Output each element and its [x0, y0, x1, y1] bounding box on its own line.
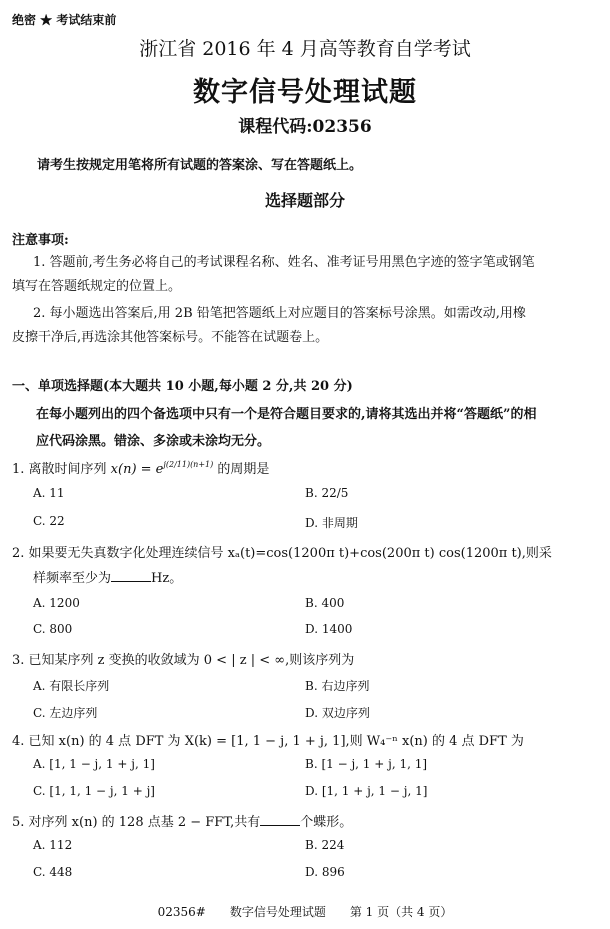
answer-instruction: 请考生按规定用笔将所有试题的答案涂、写在答题纸上。 [37, 158, 363, 173]
question-3-option-b: B. 右边序列 [305, 679, 370, 693]
question-4-option-a: A. [1, 1 − j, 1 + j, 1] [33, 757, 155, 771]
question-1-option-c: C. 22 [33, 514, 65, 528]
page-title: 数字信号处理试题 [193, 77, 417, 108]
question-1-stem-post: 的周期是 [213, 462, 270, 477]
question-3-option-c: C. 左边序列 [33, 706, 98, 720]
part1-heading: 一、单项选择题(本大题共 10 小题,每小题 2 分,共 20 分) [12, 379, 353, 394]
question-1-formula: x(n) = e [110, 462, 164, 477]
question-5-option-a: A. 112 [33, 838, 73, 852]
question-1-option-d: D. 非周期 [305, 516, 358, 530]
question-2-stem-line-1: 2. 如果要无失真数字化处理连续信号 xₐ(t)=cos(1200π t)+cos(200π t) cos(1200π t),则采 [12, 546, 552, 561]
question-2-option-c: C. 800 [33, 622, 73, 636]
question-4-stem: 4. 已知 x(n) 的 4 点 DFT 为 X(k) = [1, 1 − j, 1 + j, 1],则 W₄⁻ⁿ x(n) 的 4 点 DFT 为 [12, 734, 524, 749]
note-2-line-2: 皮擦干净后,再选涂其他答案标号。不能答在试题卷上。 [12, 330, 329, 345]
question-5-blank [260, 813, 300, 826]
question-5-stem [12, 811, 352, 830]
note-2-line-1: 2. 每小题选出答案后,用 2B 铅笔把答题纸上对应题目的答案标号涂黑。如需改动,用橡 [33, 306, 526, 321]
page-footer: 02356# 数字信号处理试题 第 1 页（共 4 页） [157, 905, 453, 919]
question-5-option-d: D. 896 [305, 865, 345, 879]
question-1-option-b: B. 22/5 [305, 486, 349, 500]
question-3-option-d: D. 双边序列 [305, 706, 370, 720]
question-4-option-d: D. [1, 1 + j, 1 − j, 1] [305, 784, 428, 798]
question-1-stem [12, 458, 269, 477]
part1-desc-line-1: 在每小题列出的四个备选项中只有一个是符合题目要求的,请将其选出并将“答题纸”的相 [36, 407, 537, 422]
question-2-blank [111, 569, 151, 582]
question-1-exponent: j(2/11)(n+1) [163, 460, 214, 469]
question-5-stem-post: 个蝶形。 [300, 815, 353, 830]
question-2-option-a: A. 1200 [33, 596, 80, 610]
question-4-option-c: C. [1, 1, 1 − j, 1 + j] [33, 784, 155, 798]
note-1-line-2: 填写在答题纸规定的位置上。 [12, 279, 182, 294]
question-5-stem-pre: 5. 对序列 x(n) 的 128 点基 2 − FFT,共有 [12, 815, 261, 830]
question-2-option-b: B. 400 [305, 596, 345, 610]
question-2-stem-post: Hz。 [151, 571, 183, 586]
question-3-stem: 3. 已知某序列 z 变换的收敛域为 0 < | z | < ∞,则该序列为 [12, 653, 355, 668]
question-2-stem-line-2 [33, 567, 182, 586]
question-5-option-b: B. 224 [305, 838, 345, 852]
question-3-option-a: A. 有限长序列 [33, 679, 110, 693]
question-1-stem-pre: 1. 离散时间序列 [12, 462, 111, 477]
question-2-stem-pre: 样频率至少为 [33, 571, 112, 586]
section-title: 选择题部分 [264, 191, 345, 210]
confidential-label: 绝密 ★ 考试结束前 [12, 13, 117, 27]
exam-name: 浙江省 2016 年 4 月高等教育自学考试 [139, 38, 471, 60]
notes-heading: 注意事项: [12, 233, 69, 248]
question-2-option-d: D. 1400 [305, 622, 353, 636]
course-code: 课程代码:02356 [238, 117, 372, 137]
question-5-option-c: C. 448 [33, 865, 73, 879]
note-1-line-1: 1. 答题前,考生务必将自己的考试课程名称、姓名、准考证号用黑色字迹的签字笔或钢笔 [33, 255, 535, 270]
question-1-option-a: A. 11 [33, 486, 65, 500]
question-4-option-b: B. [1 − j, 1 + j, 1, 1] [305, 757, 428, 771]
part1-desc-line-2: 应代码涂黑。错涂、多涂或未涂均无分。 [36, 434, 271, 449]
